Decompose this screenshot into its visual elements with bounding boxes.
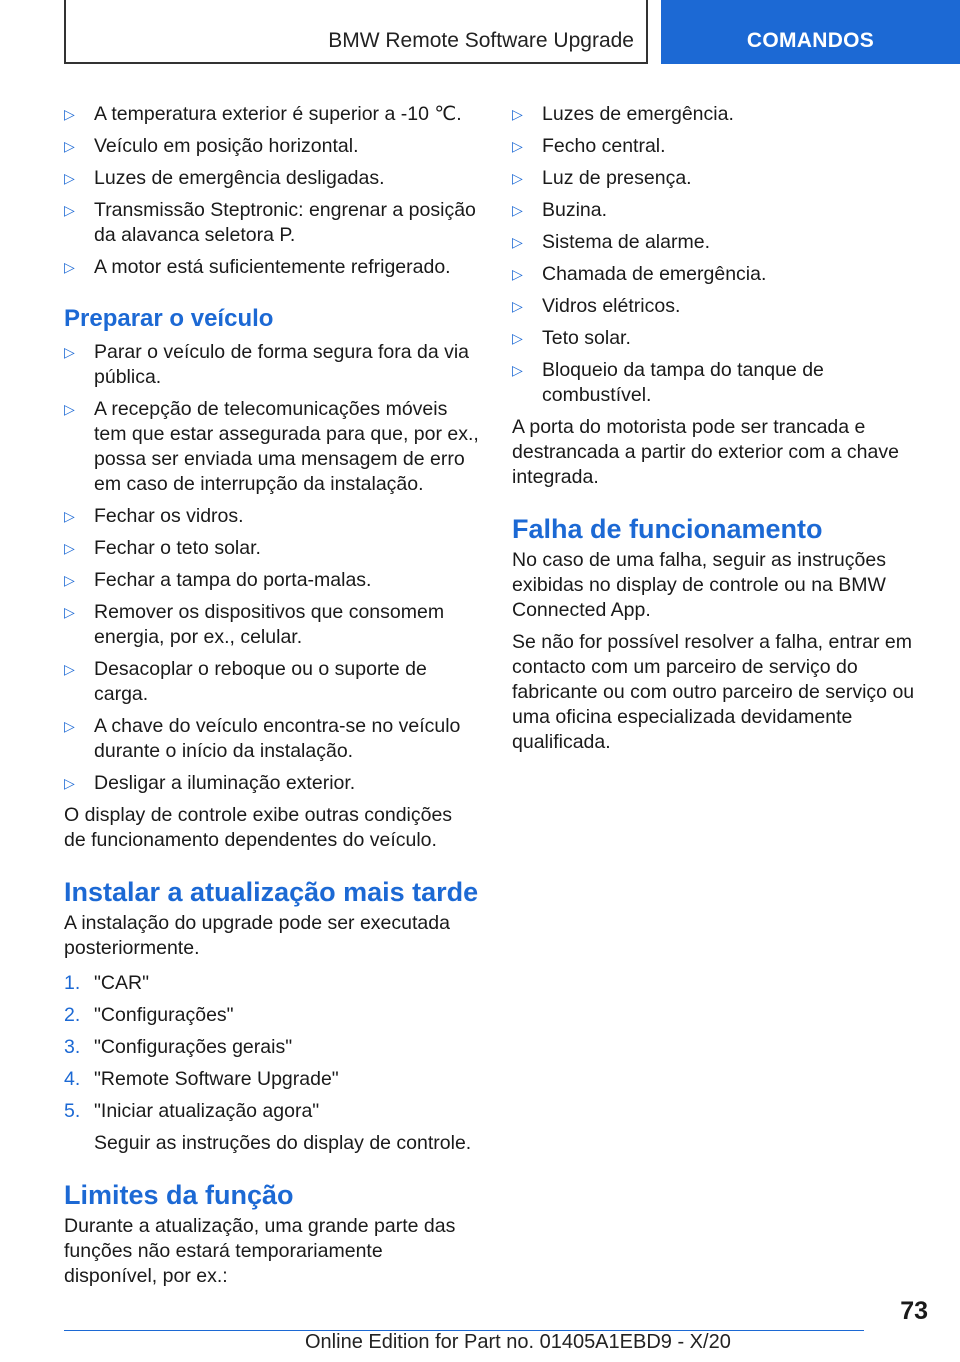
functions-list xyxy=(512,102,930,408)
step-number: 2. xyxy=(64,1004,81,1026)
page-header xyxy=(0,0,960,66)
triangle-bullet-icon: ▷ xyxy=(64,661,75,677)
list-item: ▷ Buzina. xyxy=(512,199,608,221)
list-item: ▷ Transmissão Steptronic: engrenar a posição da alavanca seletora P. xyxy=(64,199,476,246)
install-later-heading: Instalar a atualização mais tarde xyxy=(64,877,479,907)
list-item: ▷ Luzes de emergência desligadas. xyxy=(64,167,385,189)
triangle-bullet-icon: ▷ xyxy=(64,138,75,154)
step-number: 1. xyxy=(64,972,81,994)
triangle-bullet-icon: ▷ xyxy=(512,202,523,218)
header-title-box xyxy=(64,0,648,64)
step-number: 4. xyxy=(64,1068,81,1090)
triangle-bullet-icon: ▷ xyxy=(64,604,75,620)
list-item: ▷ Teto solar. xyxy=(512,327,631,349)
triangle-bullet-icon: ▷ xyxy=(512,298,523,314)
footer-edition: Online Edition for Part no. 01405A1EBD9 - X/20 xyxy=(305,1331,731,1353)
list-item: ▷ Fechar o teto solar. xyxy=(64,537,261,559)
triangle-bullet-icon: ▷ xyxy=(512,170,523,186)
limits-heading: Limites da função xyxy=(64,1180,294,1210)
list-item: ▷ A recepção de telecomunicações móveis tem que estar assegurada para que, por ex., possa ser enviada uma mensagem de erro em caso de interrupção da instalação. xyxy=(64,398,479,495)
left-column xyxy=(64,102,479,1296)
door-note: A porta do motorista pode ser trancada e destrancada a partir do exterior com a chave integrada. xyxy=(512,416,899,488)
step-item: 3. "Configurações gerais" xyxy=(64,1036,293,1058)
triangle-bullet-icon: ▷ xyxy=(64,401,75,417)
right-column xyxy=(512,102,930,762)
list-item: ▷ Fechar a tampa do porta-malas. xyxy=(64,569,372,591)
step-number: 3. xyxy=(64,1036,81,1058)
list-item: ▷ Veículo em posição horizontal. xyxy=(64,135,359,157)
list-item: ▷ Desligar a iluminação exterior. xyxy=(64,772,356,794)
triangle-bullet-icon: ▷ xyxy=(64,170,75,186)
list-item: ▷ A motor está suficientemente refrigerado. xyxy=(64,256,451,278)
step-number: 5. xyxy=(64,1100,81,1122)
triangle-bullet-icon: ▷ xyxy=(64,106,75,122)
step-item: 2. "Configurações" xyxy=(64,1004,234,1026)
triangle-bullet-icon: ▷ xyxy=(512,330,523,346)
malfunction-text-2: Se não for possível resolver a falha, entrar em contacto com um parceiro de serviço do fabricante ou com outro parceiro de serviço ou uma oficina especializada devidamente qualificada. xyxy=(512,631,915,753)
list-item: ▷ A chave do veículo encontra-se no veículo durante o início da instalação. xyxy=(64,715,461,762)
limits-text: Durante a atualização, uma grande parte das funções não estará temporariamente disponível, por ex.: xyxy=(64,1215,456,1287)
list-item: ▷ Bloqueio da tampa do tanque de combustível. xyxy=(512,359,824,406)
conditions-list xyxy=(64,102,479,280)
triangle-bullet-icon: ▷ xyxy=(512,266,523,282)
list-item: ▷ Fechar os vidros. xyxy=(64,505,244,527)
list-item: ▷ Luzes de emergência. xyxy=(512,103,734,125)
header-title: BMW Remote Software Upgrade xyxy=(328,29,634,52)
prepare-heading: Preparar o veículo xyxy=(64,305,274,332)
triangle-bullet-icon: ▷ xyxy=(64,718,75,734)
malfunction-heading: Falha de funcionamento xyxy=(512,514,823,544)
list-item: ▷ Luz de presença. xyxy=(512,167,692,189)
triangle-bullet-icon: ▷ xyxy=(512,234,523,250)
page-number: 73 xyxy=(900,1297,928,1325)
list-item: ▷ Fecho central. xyxy=(512,135,666,157)
step-item: 5. "Iniciar atualização agora" xyxy=(64,1100,320,1122)
steps-list xyxy=(64,971,479,1124)
triangle-bullet-icon: ▷ xyxy=(512,362,523,378)
step-item: 1. "CAR" xyxy=(64,972,150,994)
list-item: ▷ A temperatura exterior é superior a -10 ℃. xyxy=(64,103,462,125)
list-item: ▷ Vidros elétricos. xyxy=(512,295,681,317)
prepare-list xyxy=(64,340,479,796)
triangle-bullet-icon: ▷ xyxy=(512,138,523,154)
display-note: O display de controle exibe outras condições de funcionamento dependentes do veículo. xyxy=(64,804,453,851)
list-item: ▷ Remover os dispositivos que consomem energia, por ex., celular. xyxy=(64,601,445,648)
list-item: ▷ Sistema de alarme. xyxy=(512,231,710,253)
steps-followup: Seguir as instruções do display de controle. xyxy=(94,1132,472,1154)
step-item: 4. "Remote Software Upgrade" xyxy=(64,1068,339,1090)
malfunction-text-1: No caso de uma falha, seguir as instruções exibidas no display de controle ou na BMW Connected App. xyxy=(512,549,886,621)
section-tab-label: COMANDOS xyxy=(746,29,875,52)
list-item: ▷ Parar o veículo de forma segura fora da via pública. xyxy=(64,341,470,388)
triangle-bullet-icon: ▷ xyxy=(512,106,523,122)
install-later-text: A instalação do upgrade pode ser executada posteriormente. xyxy=(64,912,450,959)
triangle-bullet-icon: ▷ xyxy=(64,508,75,524)
section-tab xyxy=(661,0,960,64)
triangle-bullet-icon: ▷ xyxy=(64,344,75,360)
triangle-bullet-icon: ▷ xyxy=(64,202,75,218)
triangle-bullet-icon: ▷ xyxy=(64,540,75,556)
triangle-bullet-icon: ▷ xyxy=(64,775,75,791)
list-item: ▷ Desacoplar o reboque ou o suporte de carga. xyxy=(64,658,427,705)
triangle-bullet-icon: ▷ xyxy=(64,259,75,275)
list-item: ▷ Chamada de emergência. xyxy=(512,263,767,285)
triangle-bullet-icon: ▷ xyxy=(64,572,75,588)
